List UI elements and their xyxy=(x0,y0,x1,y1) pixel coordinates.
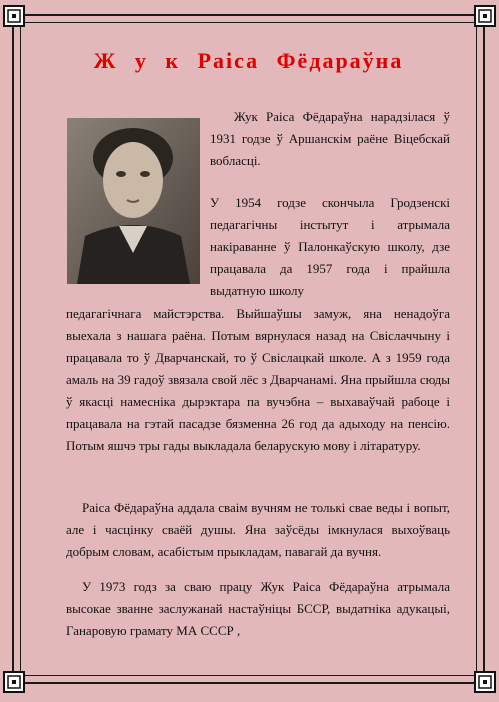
awards-paragraph: У 1973 годз за сваю працу Жук Раіса Фёдараўна атрымала высокае званне заслужанай настаўніцы БССР, выдатніка адукацыі, Ганаровую грамату МА СССР , xyxy=(66,579,450,638)
career-paragraph: педагагічнага майстэрства. Выйшаўшы замуж, яна ненадоўга выехала з нашага раёна. Потым вярнулася назад на Свіслаччыну і працавала то ў Дварчанскай, то ў Свіслацкай школе. А з 1959 года амаль на 39 гадоў звязала свой лёс з Дварчанамі. Яна прыйшла сюды ў якасці намесніка дырэктара па вучэбна – выхаваўчай рабоце і працавала на гэтай пасадзе бязменна 26 год да адыходу на пенсію. Потым яшчэ тры гады выкладала беларускую мову і літаратуру. xyxy=(66,306,450,453)
corner-ornament-icon xyxy=(474,5,496,27)
portrait-photo xyxy=(67,118,200,284)
education-paragraph: У 1954 годзе скончыла Гродзенскі педагагічны інстытут і атрымала накіраванне ў Палонкаўскую школу, дзе працавала да 1957 года і прайшла выдатную школу xyxy=(210,195,450,298)
page-title: Ж у к Раіса Фёдараўна xyxy=(93,48,404,73)
corner-ornament-icon xyxy=(3,671,25,693)
corner-ornament-icon xyxy=(474,671,496,693)
intro-paragraph: Жук Раіса Фёдараўна нарадзілася ў 1931 годзе ў Аршанскім раёне Віцебскай вобласці. xyxy=(210,109,450,168)
corner-ornament-icon xyxy=(3,5,25,27)
dedication-paragraph: Раіса Фёдараўна аддала сваім вучням не толькі свае веды і вопыт, але і часцінку сваёй душы. Яна заўсёды імкнулася выхоўваць добрым словам, асабістым прыкладам, павагай да вучня. xyxy=(66,500,450,559)
